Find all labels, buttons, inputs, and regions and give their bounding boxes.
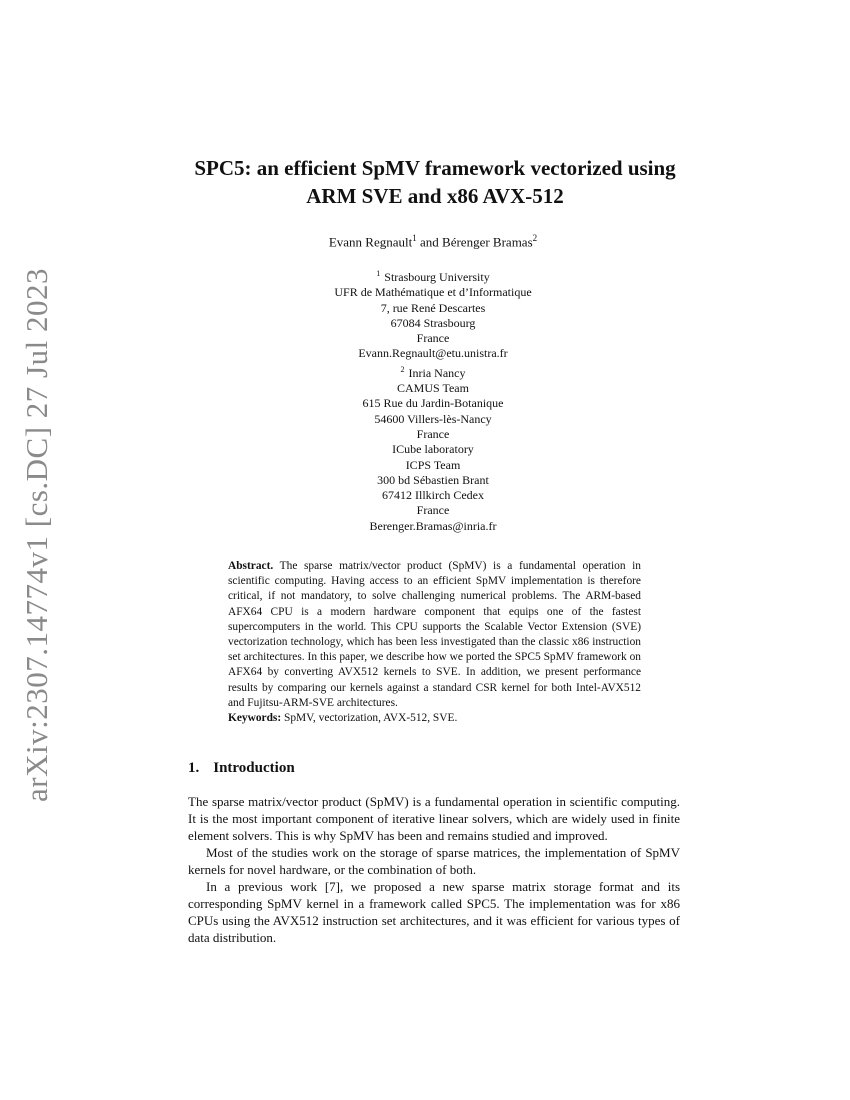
- affil-line: 7, rue René Descartes: [380, 300, 486, 315]
- paragraph: In a previous work [7], we proposed a new sparse matrix storage format and its corresponding SpMV kernel in a framework called SPC5. The implementation was for x86 CPUs using the AVX512 instruction set architectures, and it was efficient for various types of data distribution.: [188, 879, 680, 945]
- affil-line: France: [416, 503, 450, 518]
- affil-line: 54600 Villers-lès-Nancy: [374, 411, 492, 426]
- paragraph: Most of the studies work on the storage of sparse matrices, the implementation of SpMV kernels for novel hardware, or the combination of both.: [188, 845, 680, 877]
- abstract-text: The sparse matrix/vector product (SpMV) is a fundamental operation in scientific computing. Having access to an efficient SpMV implementation is therefore critical, if not mandatory, to solve challenging numerical problems. The ARM-based AFX64 CPU is a modern hardware component that equips one of the fastest supercomputers in the world. This CPU supports the Scalable Vector Extension (SVE) vectorization technology, which has been less investigated than the classic x86 instruction set architectures. In this paper, we describe how we ported the SPC5 SpMV framework on AFX64 by converting AVX512 kernels to SVE. In addition, we present performance results by comparing our kernels against a standard CSR kernel for both Intel-AVX512 and Fujitsu-ARM-SVE architectures.: [228, 560, 641, 709]
- paragraph: The sparse matrix/vector product (SpMV) is a fundamental operation in scientific computing. It is the most important component of iterative linear solvers, which are widely used in finite element solvers. This is why SpMV has been and remains studied and improved.: [188, 794, 680, 843]
- affil-line: UFR de Mathématique et d’Informatique: [334, 285, 532, 300]
- affil-line: 615 Rue du Jardin-Botanique: [362, 396, 504, 411]
- section-number: 1.: [188, 760, 200, 776]
- affil-line: ICPS Team: [405, 457, 461, 472]
- author-2: Bérenger Bramas: [442, 234, 533, 250]
- paper-title: [150, 154, 720, 210]
- keywords-text: SpMV, vectorization, AVX-512, SVE.: [284, 712, 458, 725]
- title-line-1: SPC5: an efficient SpMV framework vectorized using: [194, 156, 676, 180]
- author-1-affil-marker: 1: [412, 233, 417, 243]
- author-1: Evann Regnault: [328, 234, 413, 250]
- affil-line: France: [416, 331, 450, 346]
- affil-line: $^2$ Inria Nancy: [400, 364, 466, 380]
- affil-line: CAMUS Team: [397, 381, 469, 396]
- affil-1-marker: 1: [376, 269, 381, 278]
- affil-email: Berenger.Bramas@inria.fr: [369, 518, 497, 533]
- keywords-label: Keywords:: [228, 712, 282, 725]
- affil-line: France: [416, 426, 450, 441]
- affil-line: $^1$ Strasbourg University: [376, 269, 490, 284]
- introduction-body: [188, 793, 680, 946]
- section-title: Introduction: [213, 760, 295, 776]
- author-list: [180, 233, 686, 250]
- affiliations: [230, 266, 636, 534]
- affil-line: 67084 Strasbourg: [390, 315, 476, 330]
- abstract: [228, 559, 641, 726]
- author-2-affil-marker: 2: [532, 233, 538, 243]
- abstract-label: Abstract.: [228, 560, 274, 572]
- section-heading-introduction: [188, 760, 295, 777]
- affil-email: Evann.Regnault@etu.unistra.fr: [358, 346, 508, 361]
- affil-line: 67412 Illkirch Cedex: [382, 488, 484, 503]
- title-line-2: ARM SVE and x86 AVX-512: [306, 184, 564, 208]
- arxiv-identifier-text: arXiv:2307.14774v1 [cs.DC] 27 Jul 2023: [19, 268, 54, 802]
- affil-2-marker: 2: [400, 364, 405, 374]
- author-conjunction: and: [416, 234, 443, 250]
- affil-line: ICube laboratory: [392, 442, 474, 457]
- affil-line: 300 bd Sébastien Brant: [377, 472, 489, 487]
- arxiv-identifier-stamp: [14, 268, 60, 802]
